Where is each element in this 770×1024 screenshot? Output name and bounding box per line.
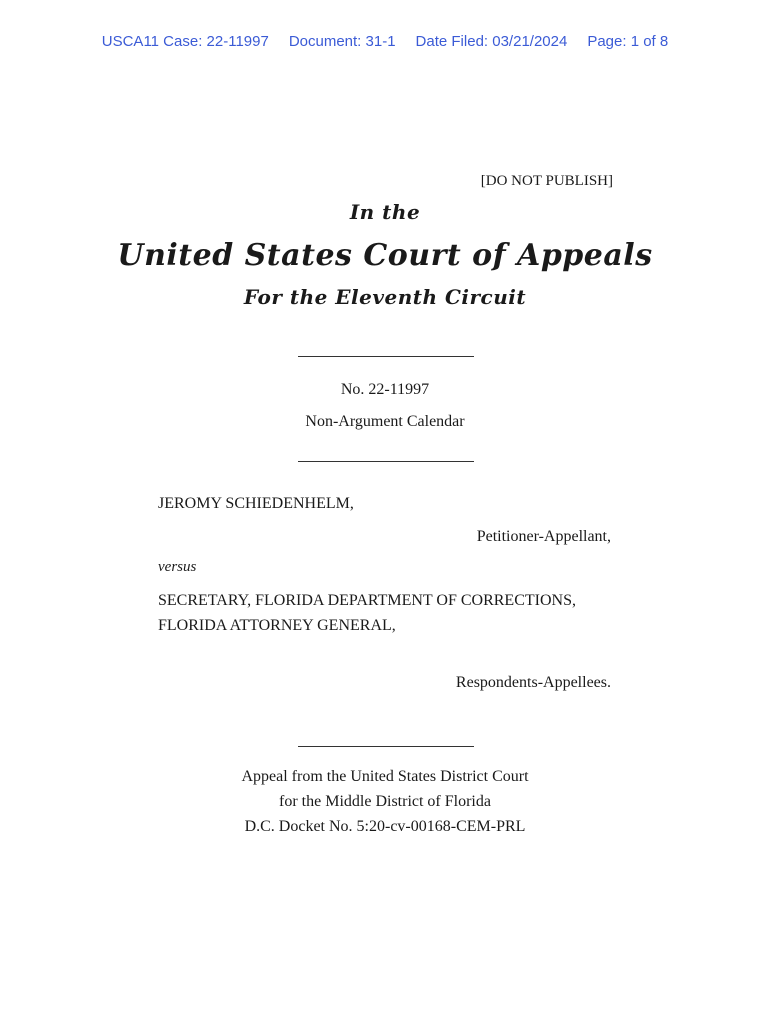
stamp-page-count: Page: 1 of 8	[587, 33, 669, 50]
respondents-role: Respondents-Appellees.	[455, 674, 611, 691]
divider-line	[298, 461, 474, 462]
calendar-type: Non-Argument Calendar	[305, 413, 465, 430]
court-circuit: For the Eleventh Circuit	[243, 285, 527, 309]
stamp-document-number: Document: 31-1	[288, 33, 396, 50]
stamp-date-filed: Date Filed: 03/21/2024	[415, 33, 568, 50]
respondent-line-2: FLORIDA ATTORNEY GENERAL,	[158, 617, 396, 634]
appellant-name: JEROMY SCHIEDENHELM,	[158, 495, 354, 512]
respondent-line-1: SECRETARY, FLORIDA DEPARTMENT OF CORRECTIONS,	[158, 592, 576, 609]
divider-line	[298, 356, 474, 357]
court-name: United States Court of Appeals	[117, 238, 653, 273]
appeal-source-line-1: Appeal from the United States District Court	[241, 768, 529, 785]
appeal-source-line-2: for the Middle District of Florida	[279, 793, 491, 810]
docket-number: D.C. Docket No. 5:20-cv-00168-CEM-PRL	[244, 818, 526, 835]
court-heading-in-the: In the	[349, 200, 421, 224]
filing-stamp	[0, 33, 770, 50]
appellant-role: Petitioner-Appellant,	[476, 528, 611, 545]
publication-status: [DO NOT PUBLISH]	[480, 173, 613, 189]
stamp-case-number: USCA11 Case: 22-11997	[101, 33, 269, 50]
divider-line	[298, 746, 474, 747]
versus-label: versus	[158, 559, 197, 575]
case-number: No. 22-11997	[340, 381, 430, 398]
